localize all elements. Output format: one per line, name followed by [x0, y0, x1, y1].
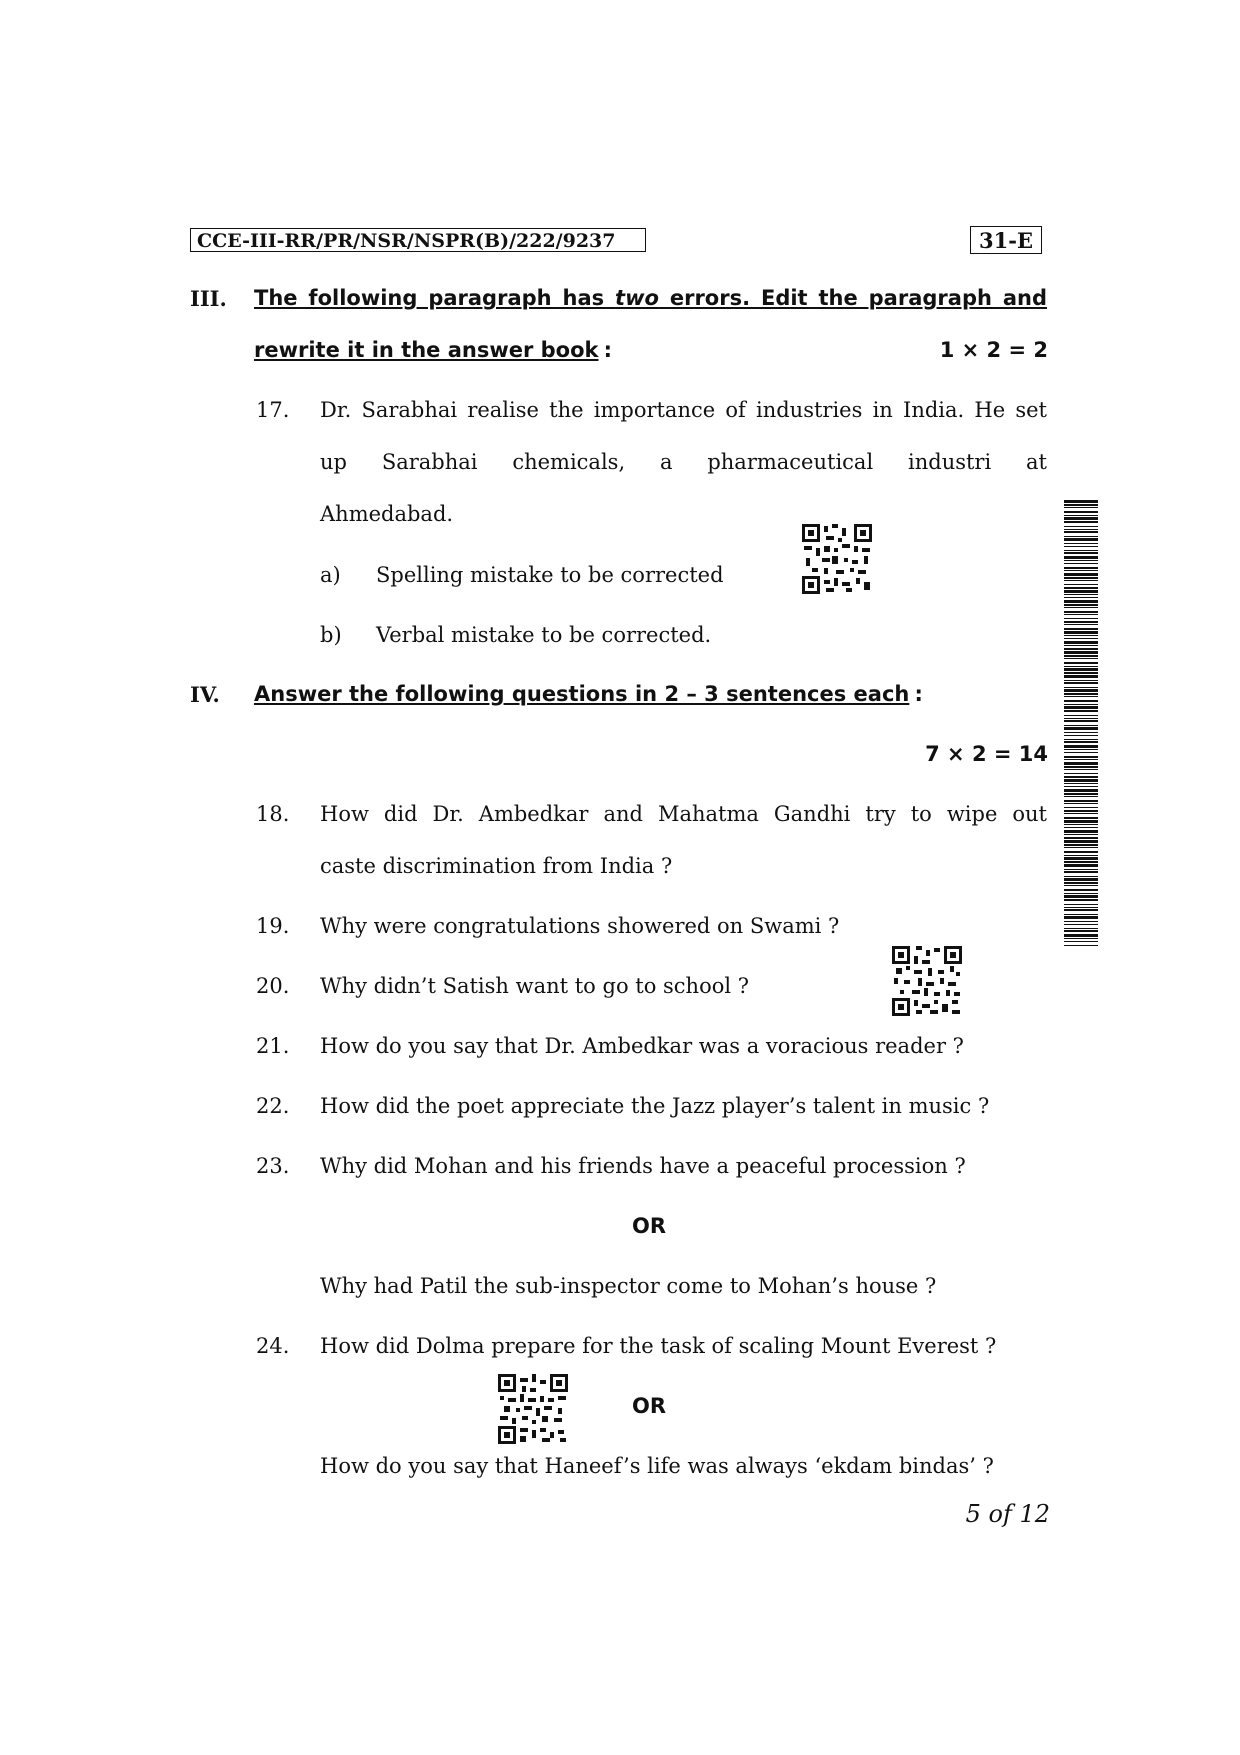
barcode-bar — [1064, 590, 1098, 593]
barcode-bar — [1064, 587, 1098, 589]
barcode-bar — [1064, 515, 1098, 516]
barcode-bar — [1064, 766, 1098, 768]
barcode-bar — [1064, 803, 1098, 804]
section-4-marks: 7 × 2 = 14 — [925, 742, 1048, 766]
barcode-bar — [1064, 600, 1098, 603]
barcode-bar — [1064, 662, 1098, 664]
barcode-bar — [1064, 546, 1098, 547]
q17-line2: up Sarabhai chemicals, a pharmaceutical industri at — [320, 450, 1047, 474]
barcode-bar — [1064, 511, 1098, 513]
section-3-marks: 1 × 2 = 2 — [939, 338, 1048, 362]
q17-line3: Ahmedabad. — [320, 502, 454, 526]
barcode-bar — [1064, 739, 1098, 740]
q18-line2: caste discrimination from India ? — [320, 854, 673, 878]
barcode-bar — [1064, 752, 1098, 753]
barcode-bar — [1064, 718, 1098, 719]
q17-b-text: Verbal mistake to be corrected. — [376, 623, 712, 647]
barcode-bar — [1064, 904, 1098, 905]
barcode-bar — [1064, 560, 1098, 561]
barcode-bar — [1064, 727, 1098, 730]
barcode-bar — [1064, 504, 1098, 506]
barcode-bar — [1064, 796, 1098, 797]
barcode-bar — [1064, 749, 1098, 750]
barcode-bar — [1064, 529, 1098, 530]
q20-text: Why didn’t Satish want to go to school ? — [320, 974, 750, 998]
barcode-bar — [1064, 570, 1098, 571]
barcode-bar — [1064, 789, 1098, 792]
barcode-bar — [1064, 893, 1098, 894]
barcode-bar — [1064, 611, 1098, 613]
barcode-bar — [1064, 720, 1098, 722]
barcode-bar — [1064, 710, 1098, 712]
barcode-bar — [1064, 604, 1098, 606]
barcode-bar — [1064, 844, 1098, 846]
q21-text: How do you say that Dr. Ambedkar was a voracious reader ? — [320, 1034, 964, 1058]
barcode-bar — [1064, 851, 1098, 853]
barcode-bar — [1064, 552, 1098, 554]
q23-number: 23. — [256, 1154, 290, 1178]
q18-line1: How did Dr. Ambedkar and Mahatma Gandhi try to wipe out — [320, 802, 1047, 826]
barcode-bar — [1064, 878, 1098, 881]
barcode-bar — [1064, 762, 1098, 765]
qr-code-3 — [498, 1374, 568, 1444]
q17-line1: Dr. Sarabhai realise the importance of industries in India. He set — [320, 398, 1047, 422]
barcode-bar — [1064, 817, 1098, 819]
q17-a-text: Spelling mistake to be corrected — [376, 563, 724, 587]
barcode-bar — [1064, 704, 1098, 705]
barcode-bar — [1064, 597, 1098, 598]
barcode-bar — [1064, 645, 1098, 646]
barcode-bar — [1064, 538, 1098, 541]
q17-a-label: a) — [320, 563, 341, 587]
barcode-bar — [1064, 813, 1098, 814]
section-3-heading-line2-wrap — [254, 338, 612, 362]
barcode-bar — [1064, 807, 1098, 808]
or-divider-1: OR — [632, 1214, 667, 1238]
barcode-bar — [1064, 847, 1098, 848]
q18-number: 18. — [256, 802, 290, 826]
barcode-bar — [1064, 930, 1098, 932]
barcode-bar — [1064, 857, 1098, 860]
barcode-bar — [1064, 607, 1098, 608]
barcode-bar — [1064, 526, 1098, 527]
barcode-bar — [1064, 577, 1098, 579]
barcode-bar — [1064, 834, 1098, 835]
barcode-bar — [1064, 861, 1098, 863]
barcode-bar — [1064, 641, 1098, 644]
q22-number: 22. — [256, 1094, 290, 1118]
or-divider-2: OR — [632, 1394, 667, 1418]
section-3-heading-line1-text: The following paragraph has two errors. Edit the paragraph and — [254, 286, 1047, 310]
barcode-bar — [1064, 536, 1098, 537]
barcode-bar — [1064, 941, 1098, 942]
barcode-bar — [1064, 779, 1098, 782]
barcode-bar — [1064, 563, 1098, 564]
barcode-bar — [1064, 830, 1098, 833]
barcode-bar — [1064, 689, 1098, 692]
q24-text: How did Dolma prepare for the task of scaling Mount Everest ? — [320, 1334, 997, 1358]
barcode-bar — [1064, 682, 1098, 684]
barcode-bar — [1064, 732, 1098, 733]
barcode-bar — [1064, 521, 1098, 523]
barcode-bar — [1064, 638, 1098, 639]
page-number: 5 of 12 — [965, 1500, 1050, 1528]
barcode-bar — [1064, 938, 1098, 939]
barcode-bar — [1064, 810, 1098, 812]
barcode-bar — [1064, 573, 1098, 576]
q17-number: 17. — [256, 398, 290, 422]
barcode-bar — [1064, 672, 1098, 674]
barcode-bar — [1064, 725, 1098, 726]
barcode-bar — [1064, 869, 1098, 870]
q19-number: 19. — [256, 914, 290, 938]
emphasis-two: two — [615, 286, 659, 310]
barcode-bar — [1064, 895, 1098, 898]
barcode-bar — [1064, 580, 1098, 581]
section-3-colon: : — [603, 338, 612, 362]
barcode-bar — [1064, 840, 1098, 843]
barcode-bar — [1064, 882, 1098, 884]
barcode-bar — [1064, 715, 1098, 716]
q24-alt-text: How do you say that Haneef’s life was always ‘ekdam bindas’ ? — [320, 1454, 994, 1478]
barcode-bar — [1064, 666, 1098, 667]
barcode-bar — [1064, 855, 1098, 856]
section-4-number: IV. — [190, 682, 220, 707]
barcode-bar — [1064, 658, 1098, 659]
barcode-bar — [1064, 550, 1098, 551]
barcode-bar — [1064, 584, 1098, 585]
barcode-bar — [1064, 631, 1098, 634]
barcode-bar — [1064, 934, 1098, 937]
q21-number: 21. — [256, 1034, 290, 1058]
barcode-bar — [1064, 885, 1098, 886]
q24-number: 24. — [256, 1334, 290, 1358]
barcode-bar — [1064, 793, 1098, 795]
section-4-heading-wrap — [254, 682, 923, 706]
barcode-bar — [1064, 531, 1098, 533]
section-4-colon: : — [914, 682, 923, 706]
barcode-bar — [1064, 909, 1098, 911]
barcode-bar — [1064, 928, 1098, 929]
barcode-bar — [1064, 655, 1098, 657]
barcode-bar — [1064, 837, 1098, 839]
barcode-bar — [1064, 889, 1098, 891]
q23-text: Why did Mohan and his friends have a peaceful procession ? — [320, 1154, 966, 1178]
barcode-bar — [1064, 567, 1098, 569]
barcode-bar — [1064, 706, 1098, 709]
qr-code-2 — [892, 946, 962, 1016]
barcode-bar — [1064, 820, 1098, 823]
section-4-heading: Answer the following questions in 2 – 3 sentences each — [254, 682, 910, 706]
barcode-bar — [1064, 696, 1098, 697]
barcode-bar — [1064, 621, 1098, 623]
barcode-bar — [1064, 624, 1098, 625]
barcode-bar — [1064, 500, 1098, 503]
q23-alt-text: Why had Patil the sub-inspector come to Mohan’s house ? — [320, 1274, 937, 1298]
barcode-bar — [1064, 517, 1098, 520]
barcode-bar — [1064, 864, 1098, 867]
barcode-bar — [1064, 945, 1098, 946]
barcode-bar — [1064, 783, 1098, 784]
barcode-bar — [1064, 921, 1098, 922]
vertical-barcode — [1064, 500, 1098, 946]
section-3-heading-line2: rewrite it in the answer book — [254, 338, 599, 362]
barcode-bar — [1064, 827, 1098, 828]
barcode-bar — [1064, 507, 1098, 508]
barcode-bar — [1064, 876, 1098, 877]
q19-text: Why were congratulations showered on Swami ? — [320, 914, 840, 938]
barcode-bar — [1064, 693, 1098, 695]
barcode-bar — [1064, 800, 1098, 802]
qr-code-1 — [802, 524, 872, 594]
barcode-bar — [1064, 756, 1098, 758]
paper-code: CCE-III-RR/PR/NSR/NSPR(B)/222/9237 — [190, 228, 646, 252]
barcode-bar — [1064, 824, 1098, 825]
barcode-bar — [1064, 680, 1098, 681]
barcode-bar — [1064, 914, 1098, 915]
barcode-bar — [1064, 871, 1098, 873]
barcode-bar — [1064, 594, 1098, 595]
barcode-bar — [1064, 543, 1098, 544]
barcode-bar — [1064, 614, 1098, 615]
paper-number: 31-E — [970, 226, 1042, 254]
barcode-bar — [1064, 735, 1098, 736]
barcode-bar — [1064, 924, 1098, 925]
barcode-bar — [1064, 786, 1098, 787]
barcode-bar — [1064, 618, 1098, 619]
barcode-bar — [1064, 759, 1098, 760]
barcode-bar — [1064, 776, 1098, 778]
barcode-bar — [1064, 899, 1098, 901]
barcode-bar — [1064, 668, 1098, 671]
barcode-bar — [1064, 556, 1098, 559]
barcode-bar — [1064, 648, 1098, 650]
q17-b-label: b) — [320, 623, 342, 647]
barcode-bar — [1064, 651, 1098, 654]
barcode-bar — [1064, 635, 1098, 636]
barcode-bar — [1064, 907, 1098, 908]
barcode-bar — [1064, 773, 1098, 774]
barcode-bar — [1064, 700, 1098, 702]
barcode-bar — [1064, 628, 1098, 630]
section-3-heading-line1 — [254, 286, 1047, 310]
q22-text: How did the poet appreciate the Jazz player’s talent in music ? — [320, 1094, 990, 1118]
q20-number: 20. — [256, 974, 290, 998]
barcode-bar — [1064, 741, 1098, 743]
barcode-bar — [1064, 745, 1098, 748]
barcode-bar — [1064, 769, 1098, 770]
barcode-bar — [1064, 675, 1098, 678]
barcode-bar — [1064, 916, 1098, 919]
barcode-bar — [1064, 687, 1098, 688]
section-3-number: III. — [190, 286, 227, 311]
